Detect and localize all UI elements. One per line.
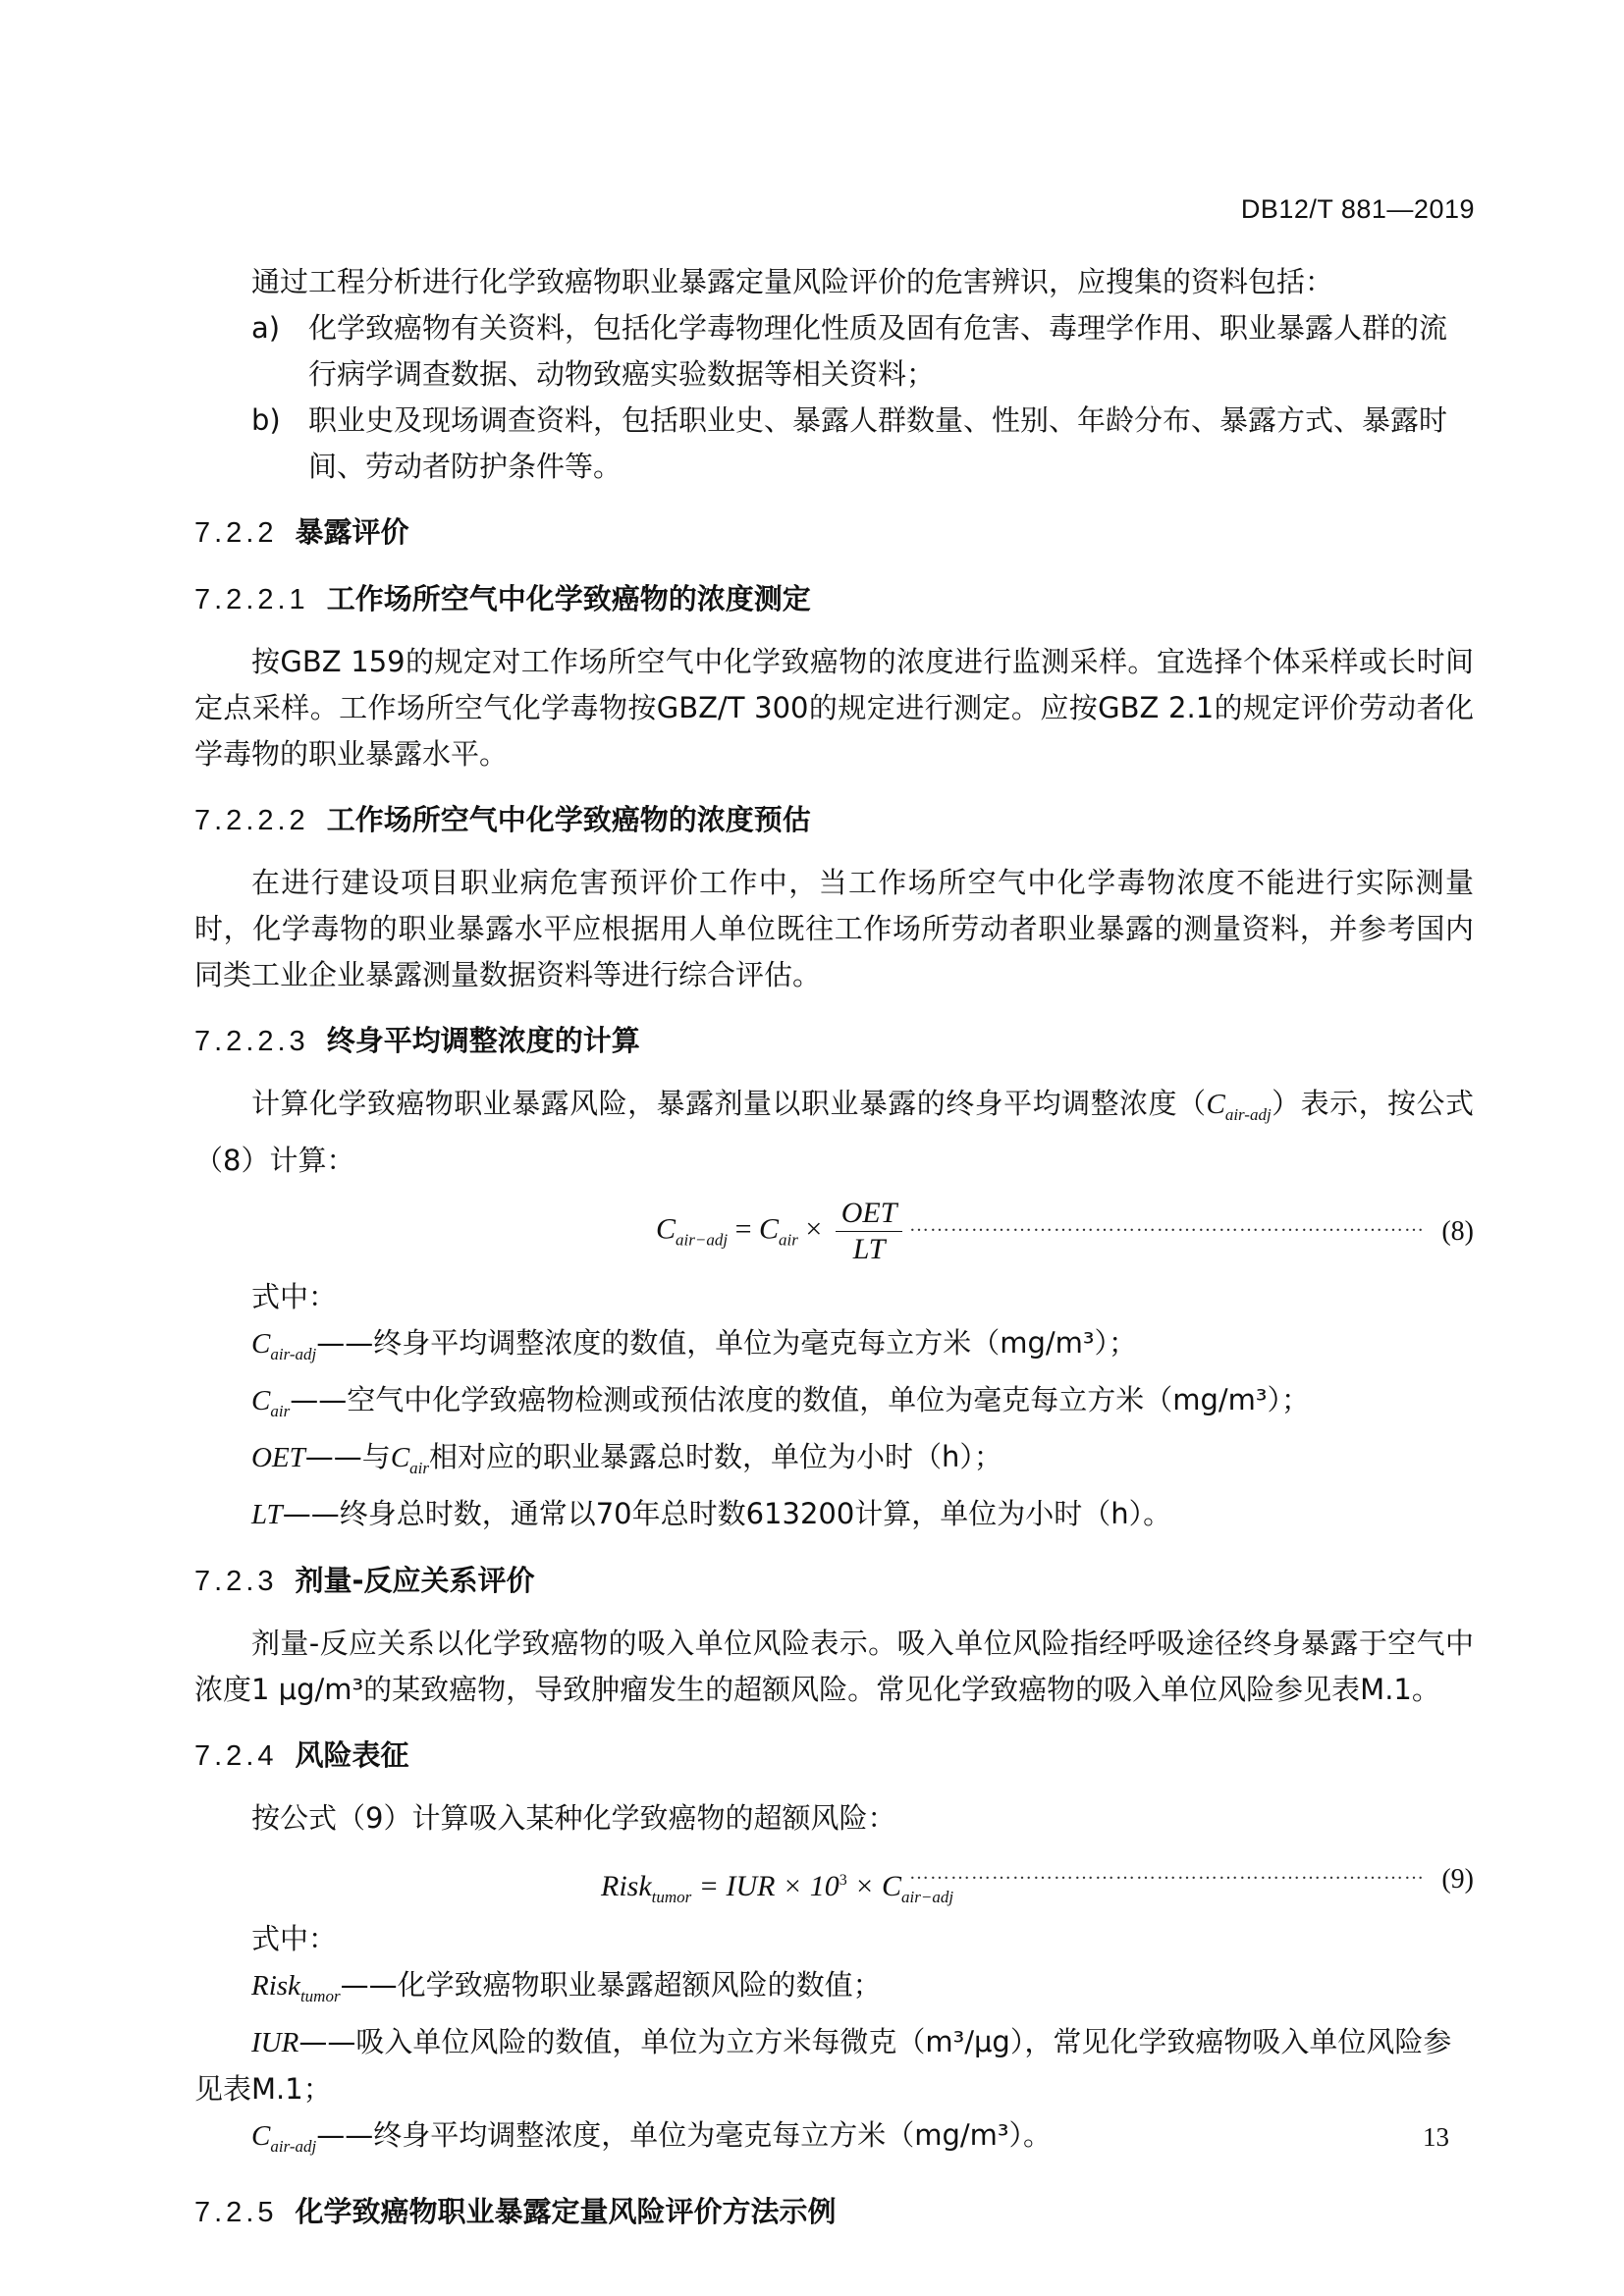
section-number: 7.2.2.2 bbox=[194, 805, 309, 836]
formula-subscript: tumor bbox=[651, 1888, 692, 1906]
definition-text: ——化学致癌物职业暴露超额风险的数值； bbox=[340, 1968, 882, 2002]
formula-subscript: air bbox=[779, 1230, 798, 1250]
intro-paragraph: 通过工程分析进行化学致癌物职业暴露定量风险评价的危害辨识，应搜集的资料包括： bbox=[251, 265, 1334, 298]
symbol: C bbox=[251, 1328, 271, 1360]
where-label: 式中： bbox=[251, 1922, 338, 1955]
symbol: LT bbox=[251, 1499, 283, 1530]
definition-line bbox=[194, 1377, 1474, 1434]
formula-text: = IUR × 10 bbox=[691, 1870, 839, 1902]
definition-text: ——终身平均调整浓度，单位为毫克每立方米（mg/m³）。 bbox=[316, 2118, 1053, 2152]
formula-operator: = bbox=[728, 1212, 759, 1246]
definition-text: 相对应的职业暴露总时数，单位为小时（h）； bbox=[429, 1440, 1002, 1473]
list-marker: a) bbox=[251, 311, 281, 345]
symbol-subscript: air-adj bbox=[270, 1345, 317, 1363]
section-number: 7.2.2 bbox=[194, 517, 278, 549]
symbol: C bbox=[390, 1442, 410, 1473]
standard-code-header: DB12/T 881—2019 bbox=[1240, 194, 1475, 224]
section-title: 暴露评价 bbox=[295, 515, 409, 549]
paragraph-7-2-2-2: 在进行建设项目职业病危害预评价工作中，当工作场所空气中化学毒物浓度不能进行实际测量时，化学毒物的职业暴露水平应根据用人单位既往工作场所劳动者职业暴露的测量资料，并参考国内同类工业企业暴露测量数据资料等进行综合评估。 bbox=[194, 866, 1474, 991]
section-title: 风险表征 bbox=[295, 1738, 409, 1772]
formula-expression bbox=[601, 1857, 953, 1920]
list-marker: b) bbox=[251, 403, 281, 437]
section-number: 7.2.3 bbox=[194, 1566, 278, 1597]
symbol: C bbox=[251, 1385, 271, 1416]
symbol: C bbox=[251, 2120, 271, 2152]
formula-exponent: 3 bbox=[839, 1872, 847, 1889]
text-run: 计算化学致癌物职业暴露风险，暴露剂量以职业暴露的终身平均调整浓度（ bbox=[251, 1087, 1207, 1120]
symbol-subscript: air bbox=[270, 1402, 291, 1420]
paragraph-7-2-4: 按公式（9）计算吸入某种化学致癌物的超额风险： bbox=[251, 1801, 896, 1835]
section-title: 终身平均调整浓度的计算 bbox=[326, 1024, 640, 1057]
formula-symbol: C bbox=[758, 1212, 779, 1246]
paragraph-7-2-2-3 bbox=[194, 1081, 1474, 1184]
symbol-subscript: tumor bbox=[299, 1987, 341, 2005]
fraction-denominator: LT bbox=[852, 1233, 886, 1265]
section-title: 化学致癌物职业暴露定量风险评价方法示例 bbox=[295, 2195, 837, 2228]
definition-line bbox=[194, 1491, 1474, 1538]
definition-text: ——空气中化学致癌物检测或预估浓度的数值，单位为毫克每立方米（mg/m³）； bbox=[290, 1383, 1310, 1416]
definition-line bbox=[194, 2019, 1474, 2112]
symbol: Risk bbox=[251, 1970, 300, 2002]
section-title: 工作场所空气中化学致癌物的浓度预估 bbox=[326, 803, 811, 836]
leader-dots: ………………………………………………………………… bbox=[909, 1862, 1425, 1884]
list-item-text: 化学致癌物有关资料，包括化学毒物理化性质及固有危害、毒理学作用、职业暴露人群的流行病学调查数据、动物致癌实验数据等相关资料； bbox=[308, 311, 1448, 391]
formula-8 bbox=[194, 1192, 1474, 1268]
formula-operator: × bbox=[797, 1212, 830, 1246]
section-heading-7-2-2-1 bbox=[194, 576, 1474, 623]
leader-dots: ………………………………………………………………… bbox=[909, 1214, 1425, 1236]
section-number: 7.2.4 bbox=[194, 1740, 278, 1772]
section-heading-7-2-3 bbox=[194, 1558, 1474, 1605]
symbol: IUR bbox=[251, 2027, 299, 2058]
section-heading-7-2-4 bbox=[194, 1733, 1474, 1780]
paragraph-7-2-2-1: 按GBZ 159的规定对工作场所空气中化学致癌物的浓度进行监测采样。宜选择个体采样或长时间定点采样。工作场所空气化学毒物按GBZ/T 300的规定进行测定。应按GBZ 2.1的规定评价劳动者化学毒物的职业暴露水平。 bbox=[194, 645, 1474, 771]
definition-text: ——终身总时数，通常以70年总时数613200计算，单位为小时（h）。 bbox=[282, 1497, 1172, 1530]
where-label: 式中： bbox=[251, 1280, 338, 1313]
list-item-b bbox=[194, 398, 1474, 490]
formula-symbol: Risk bbox=[601, 1870, 652, 1902]
list-item-a bbox=[194, 305, 1474, 398]
paragraph-7-2-3: 剂量-反应关系以化学致癌物的吸入单位风险表示。吸入单位风险指经呼吸途径终身暴露于空气中浓度1 μg/m³的某致癌物，导致肿瘤发生的超额风险。常见化学致癌物的吸入单位风险参见表M.1。 bbox=[194, 1627, 1474, 1706]
section-title: 工作场所空气中化学致癌物的浓度测定 bbox=[326, 582, 811, 615]
symbol-subscript: air-adj bbox=[270, 2137, 317, 2156]
definition-line bbox=[194, 1434, 1474, 1491]
fraction-numerator: OET bbox=[836, 1196, 903, 1232]
section-title: 剂量-反应关系评价 bbox=[295, 1564, 535, 1597]
definition-text: ——吸入单位风险的数值，单位为立方米每微克（m³/μg），常见化学致癌物吸入单位风险参见表M.1； bbox=[194, 2025, 1452, 2106]
definition-line bbox=[194, 1962, 1474, 2019]
formula-expression bbox=[656, 1196, 902, 1267]
page-number: 13 bbox=[1423, 2122, 1449, 2152]
equation-number: (9) bbox=[1441, 1864, 1474, 1895]
formula-subscript: air−adj bbox=[676, 1230, 729, 1250]
section-heading-7-2-2 bbox=[194, 509, 1474, 557]
definition-line bbox=[194, 1320, 1474, 1377]
formula-text: × C bbox=[846, 1870, 902, 1902]
formula-symbol: C bbox=[656, 1212, 677, 1246]
section-number: 7.2.2.1 bbox=[194, 584, 309, 615]
text-run: ）表示，按公式（8）计算： bbox=[194, 1087, 1474, 1177]
symbol: C bbox=[1206, 1089, 1225, 1120]
section-heading-7-2-2-2 bbox=[194, 797, 1474, 844]
section-heading-7-2-5 bbox=[194, 2189, 1474, 2236]
definition-line bbox=[194, 2112, 1474, 2169]
symbol-subscript: air bbox=[409, 1459, 429, 1477]
definition-text: ——与 bbox=[304, 1440, 391, 1473]
section-number: 7.2.2.3 bbox=[194, 1026, 309, 1057]
symbol: OET bbox=[251, 1442, 305, 1473]
formula-subscript: air−adj bbox=[901, 1888, 954, 1906]
symbol-subscript: air-adj bbox=[1224, 1105, 1272, 1124]
definition-text: ——终身平均调整浓度的数值，单位为毫克每立方米（mg/m³）； bbox=[316, 1326, 1138, 1360]
section-heading-7-2-2-3 bbox=[194, 1018, 1474, 1065]
list-item-text: 职业史及现场调查资料，包括职业史、暴露人群数量、性别、年龄分布、暴露方式、暴露时间、劳动者防护条件等。 bbox=[308, 403, 1448, 483]
equation-number: (8) bbox=[1441, 1216, 1474, 1247]
section-number: 7.2.5 bbox=[194, 2197, 278, 2228]
formula-fraction bbox=[836, 1196, 903, 1267]
formula-9 bbox=[194, 1849, 1474, 1910]
document-body bbox=[194, 259, 1474, 2252]
